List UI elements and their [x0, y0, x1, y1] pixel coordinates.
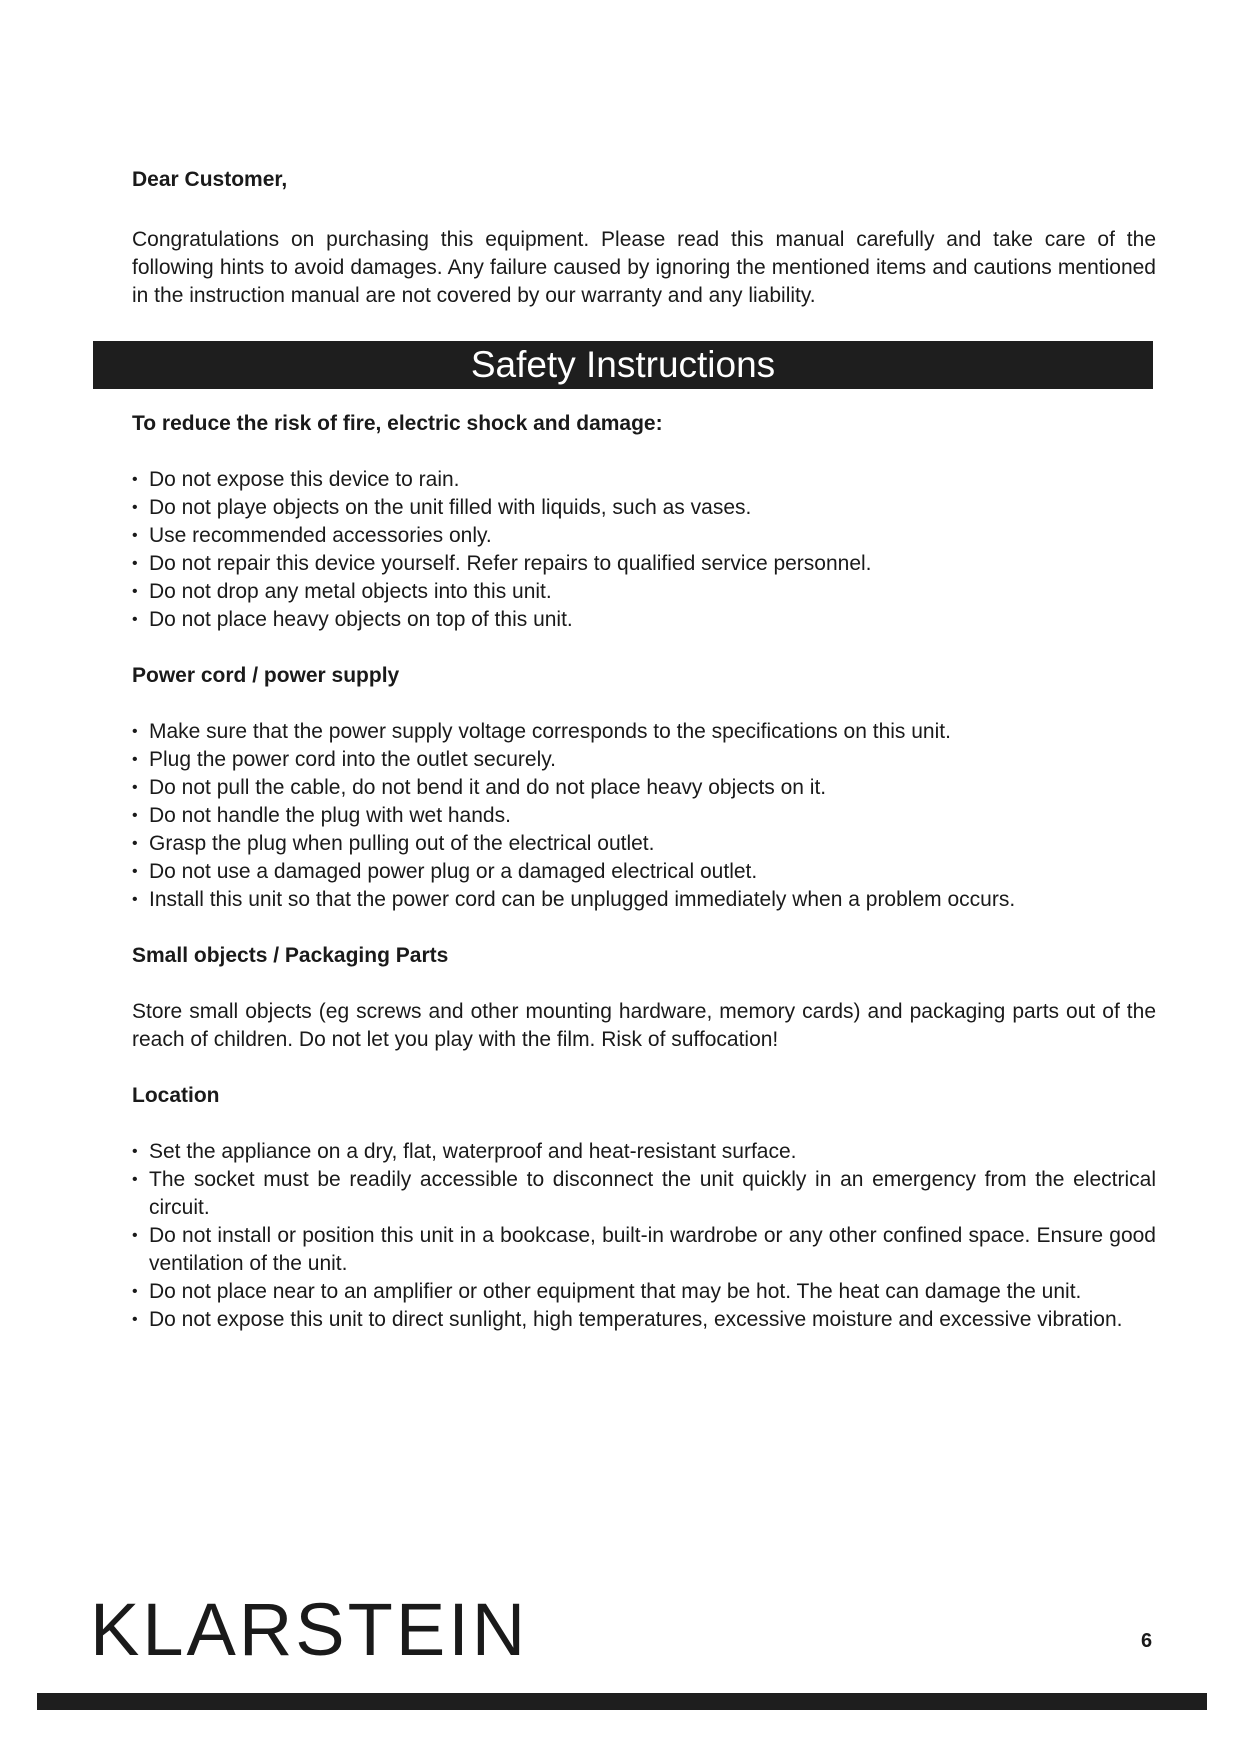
list-item: • Do not install or position this unit in a bookcase, built-in wardrobe or any other confined space. Ensure good ventilation of the unit.: [132, 1222, 1156, 1278]
list-item: • Use recommended accessories only.: [132, 522, 1156, 550]
section-title-small-objects: Small objects / Packaging Parts: [132, 944, 449, 967]
list-item: • Do not handle the plug with wet hands.: [132, 802, 1156, 830]
list-item: • Do not place heavy objects on top of this unit.: [132, 606, 1156, 634]
footer-bar: [37, 1693, 1207, 1710]
section-title-risk: To reduce the risk of fire, electric shock and damage:: [132, 412, 663, 435]
list-item: • Do not repair this device yourself. Refer repairs to qualified service personnel.: [132, 550, 1156, 578]
list-item: • Grasp the plug when pulling out of the electrical outlet.: [132, 830, 1156, 858]
risk-list: [132, 466, 1156, 634]
list-item: • Set the appliance on a dry, flat, waterproof and heat-resistant surface.: [132, 1138, 1156, 1166]
list-item: • Do not playe objects on the unit filled with liquids, such as vases.: [132, 494, 1156, 522]
section-title-power: Power cord / power supply: [132, 664, 400, 687]
list-item: • Do not expose this unit to direct sunlight, high temperatures, excessive moisture and excessive vibration.: [132, 1306, 1156, 1334]
list-item: • Install this unit so that the power cord can be unplugged immediately when a problem occurs.: [132, 886, 1156, 914]
location-list: [132, 1138, 1156, 1334]
list-item: • Do not drop any metal objects into this unit.: [132, 578, 1156, 606]
greeting: Dear Customer,: [132, 168, 288, 191]
list-item: • Do not use a damaged power plug or a damaged electrical outlet.: [132, 858, 1156, 886]
section-title-location: Location: [132, 1084, 220, 1107]
list-item: • Plug the power cord into the outlet securely.: [132, 746, 1156, 774]
list-item: • Do not expose this device to rain.: [132, 466, 1156, 494]
section-banner: Safety Instructions: [93, 341, 1153, 389]
power-list: [132, 718, 1156, 914]
page-number: 6: [1141, 1630, 1153, 1652]
small-objects-paragraph: Store small objects (eg screws and other mounting hardware, memory cards) and packaging parts out of the reach of children. Do not let you play with the film. Risk of suffocation!: [132, 1000, 1156, 1051]
list-item: • Do not pull the cable, do not bend it and do not place heavy objects on it.: [132, 774, 1156, 802]
list-item: • Make sure that the power supply voltage corresponds to the specifications on this unit.: [132, 718, 1156, 746]
intro-paragraph: Congratulations on purchasing this equipment. Please read this manual carefully and take care of the following hints to avoid damages. Any failure caused by ignoring the mentioned items and cautions mentioned in the instruction manual are not covered by our warranty and any liability.: [132, 228, 1156, 307]
content-area: [132, 410, 1156, 1362]
brand-logo: KLARSTEIN: [90, 1588, 529, 1671]
list-item: • The socket must be readily accessible to disconnect the unit quickly in an emergency from the electrical circuit.: [132, 1166, 1156, 1222]
list-item: • Do not place near to an amplifier or other equipment that may be hot. The heat can damage the unit.: [132, 1278, 1156, 1306]
